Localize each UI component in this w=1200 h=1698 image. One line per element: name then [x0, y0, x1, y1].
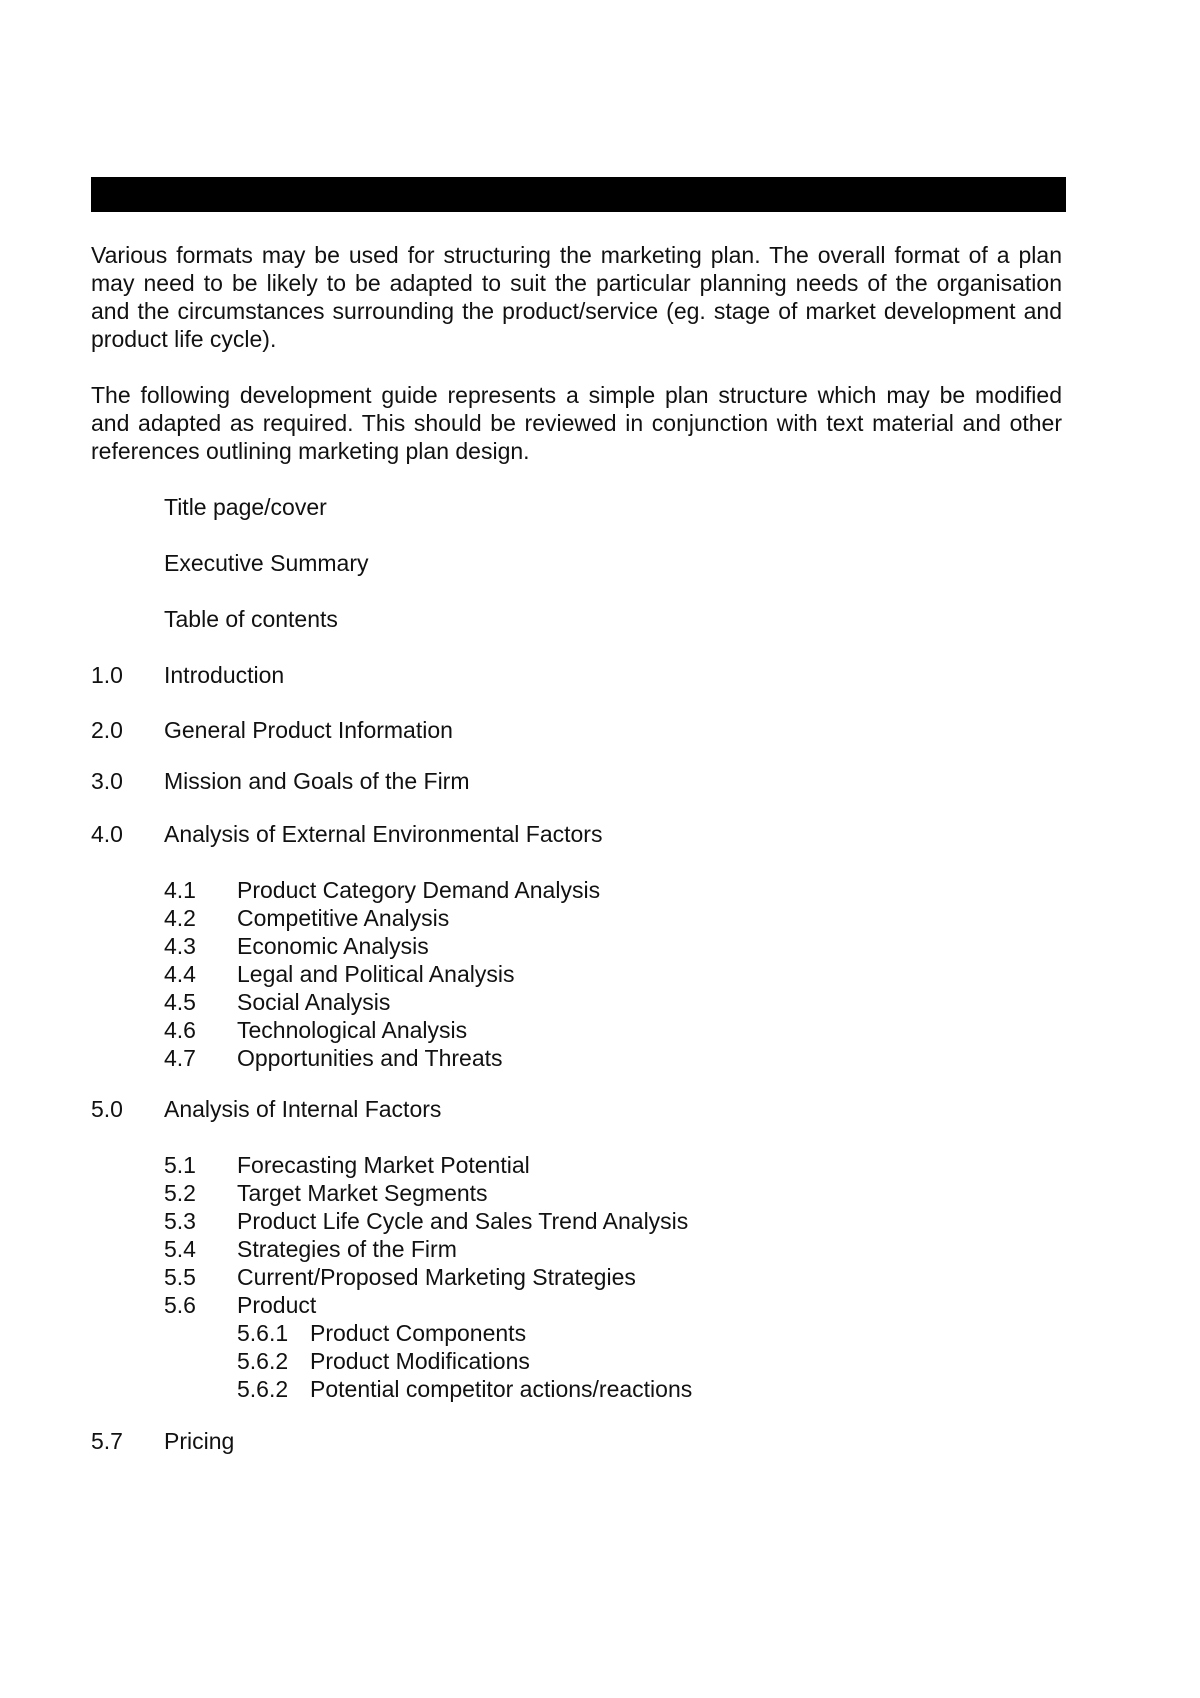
outline-label: Technological Analysis — [237, 1017, 468, 1043]
outline-label: Social Analysis — [237, 989, 391, 1015]
outline-label: Opportunities and Threats — [237, 1045, 503, 1071]
outline-number: 5.4 — [164, 1236, 196, 1262]
outline-number: 4.4 — [164, 961, 196, 987]
outline-label: Introduction — [164, 662, 285, 688]
intro-paragraph-1: Various formats may be used for structuring the marketing plan. The overall format of a plan may need to be likely to be adapted to suit the particular planning needs of the organisation and the circumstances surrounding the product/service (eg. stage of market development and product life cycle). — [91, 242, 1062, 352]
front-matter-executive-summary: Executive Summary — [164, 550, 369, 576]
outline-number: 4.0 — [91, 821, 123, 847]
outline-label: Legal and Political Analysis — [237, 961, 515, 987]
outline-number: 4.7 — [164, 1045, 196, 1071]
outline-label: Competitive Analysis — [237, 905, 450, 931]
outline-number: 5.6.1 — [237, 1320, 289, 1346]
outline-number: 3.0 — [91, 768, 123, 794]
outline-number: 1.0 — [91, 662, 123, 688]
outline-number: 5.2 — [164, 1180, 196, 1206]
outline-label: Analysis of External Environmental Factors — [164, 821, 603, 847]
outline-label: Product Modifications — [310, 1348, 530, 1374]
outline-label: Strategies of the Firm — [237, 1236, 457, 1262]
outline-label: Analysis of Internal Factors — [164, 1096, 442, 1122]
outline-number: 4.6 — [164, 1017, 196, 1043]
outline-label: Product Category Demand Analysis — [237, 877, 601, 903]
intro-paragraph-2: The following development guide represents a simple plan structure which may be modified and adapted as required. This should be reviewed in conjunction with text material and other references outlining marketing plan design. — [91, 382, 1062, 464]
outline-label: Economic Analysis — [237, 933, 429, 959]
outline-number: 4.3 — [164, 933, 196, 959]
outline-number: 5.1 — [164, 1152, 196, 1178]
outline-number: 5.0 — [91, 1096, 123, 1122]
outline-label: General Product Information — [164, 717, 453, 743]
outline-number: 5.5 — [164, 1264, 196, 1290]
outline-number: 5.7 — [91, 1428, 123, 1454]
outline-label: Forecasting Market Potential — [237, 1152, 530, 1178]
outline-label: Pricing — [164, 1428, 235, 1454]
outline-label: Product Components — [310, 1320, 527, 1346]
front-matter-title-page: Title page/cover — [164, 494, 327, 520]
outline-label: Potential competitor actions/reactions — [310, 1376, 693, 1402]
outline-number: 4.5 — [164, 989, 196, 1015]
outline-label: Mission and Goals of the Firm — [164, 768, 470, 794]
outline-number: 4.2 — [164, 905, 196, 931]
front-matter-table-of-contents: Table of contents — [164, 606, 338, 632]
outline-label: Product — [237, 1292, 317, 1318]
outline-label: Target Market Segments — [237, 1180, 488, 1206]
outline-number: 5.6 — [164, 1292, 196, 1318]
outline-number: 5.6.2 — [237, 1348, 289, 1374]
outline-label: Product Life Cycle and Sales Trend Analysis — [237, 1208, 689, 1234]
title-bar — [91, 177, 1066, 212]
outline-number: 4.1 — [164, 877, 196, 903]
outline-number: 5.6.2 — [237, 1376, 289, 1402]
outline-label: Current/Proposed Marketing Strategies — [237, 1264, 636, 1290]
outline-number: 5.3 — [164, 1208, 196, 1234]
outline-number: 2.0 — [91, 717, 123, 743]
